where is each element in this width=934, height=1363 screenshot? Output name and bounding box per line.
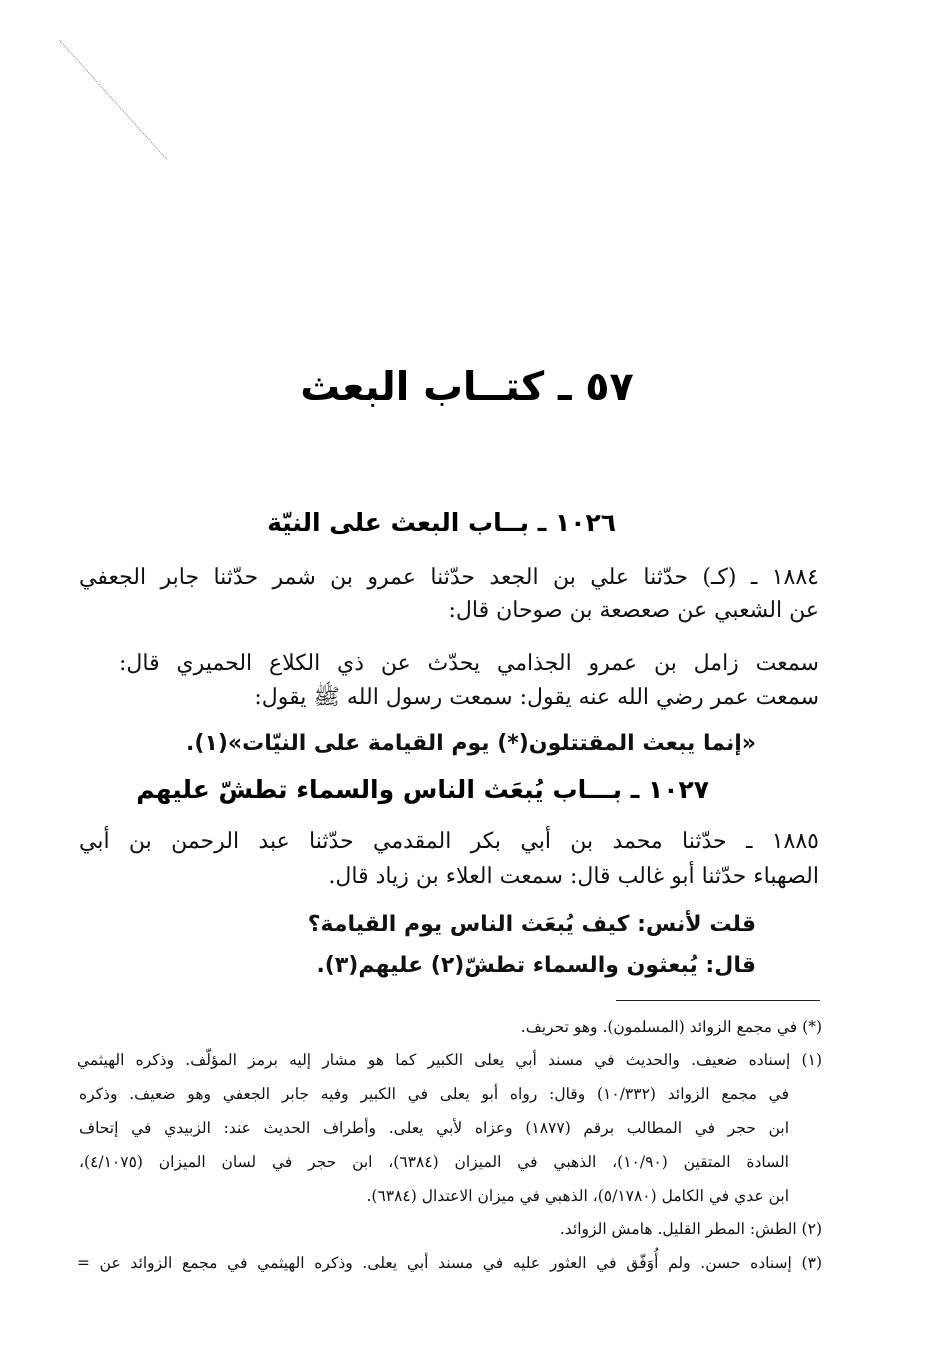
footnote-star: (*) في مجمع الزوائد (المسلمون). وهو تحريف. <box>520 1018 822 1036</box>
footnote-separator <box>616 1000 820 1001</box>
bab-1026-heading: ١٠٢٦ ـ بــاب البعث على النيّة <box>267 508 616 537</box>
bab-1027-heading: ١٠٢٧ ـ بـــاب يُبعَث الناس والسماء تطشّ عليهم <box>136 775 709 804</box>
hadith-1885-matn-question: قلت لأنس: كيف يُبعَث الناس يوم القيامة؟ <box>307 912 756 937</box>
hadith-1884-line-3: سمعت زامل بن عمرو الجذامي يحدّث عن ذي الكلاع الحميري قال: <box>119 651 819 676</box>
footnote-1-line-4: السادة المتقين (١٠/٩٠)، الذهبي في الميزان (٦٣٨٤)، ابن حجر في لسان الميزان (٤/١٠٧٥)، <box>79 1153 789 1171</box>
footnote-2: (٢) الطش: المطر القليل. هامش الزوائد. <box>559 1220 822 1238</box>
footnote-3: (٣) إسناده حسن. ولم أُوَفّق في العثور عليه في مسند أبي يعلى. وذكره الهيثمي في مجمع الزوائد عن = <box>77 1254 822 1272</box>
chapter-title: ٥٧ ـ كتــاب البعث <box>300 364 634 410</box>
hadith-1885-line-1: ١٨٨٥ ـ حدّثنا محمد بن أبي بكر المقدمي حدّثنا عبد الرحمن بن أبي <box>79 829 819 854</box>
footnote-1-line-1: (١) إسناده ضعيف. والحديث في مسند أبي يعلى الكبير كما هو مشار إليه برمز المؤلّف. وذكره الهيثمي <box>77 1051 822 1069</box>
hadith-1884-matn: «إنما يبعث المقتتلون(*) يوم القيامة على النيّات»(١). <box>186 731 756 756</box>
scan-artifact-line <box>59 40 167 160</box>
hadith-1884-line-4: سمعت عمر رضي الله عنه يقول: سمعت رسول الله ﷺ يقول: <box>254 685 819 710</box>
hadith-1884-line-1: ١٨٨٤ ـ (كـ) حدّثنا علي بن الجعد حدّثنا عمرو بن شمر حدّثنا جابر الجعفي <box>79 565 819 590</box>
footnote-1-line-5: ابن عدي في الكامل (٥/١٧٨٠)، الذهبي في ميزان الاعتدال (٦٣٨٤). <box>366 1187 789 1205</box>
hadith-1885-matn-answer: قال: يُبعثون والسماء تطشّ(٢) عليهم(٣). <box>316 953 756 978</box>
hadith-1885-line-2: الصهباء حدّثنا أبو غالب قال: سمعت العلاء بن زياد قال. <box>328 864 819 889</box>
hadith-1884-line-2: عن الشعبي عن صعصعة بن صوحان قال: <box>448 598 819 623</box>
footnote-1-line-2: في مجمع الزوائد (١٠/٣٣٢) وقال: رواه أبو يعلى في الكبير وفيه جابر الجعفي وهو ضعيف. وذكره <box>79 1085 789 1103</box>
footnote-1-line-3: ابن حجر في المطالب برقم (١٨٧٧) وعزاه لأبي يعلى. وأطراف الحديث عند: الزبيدي في إتحاف <box>79 1119 789 1137</box>
